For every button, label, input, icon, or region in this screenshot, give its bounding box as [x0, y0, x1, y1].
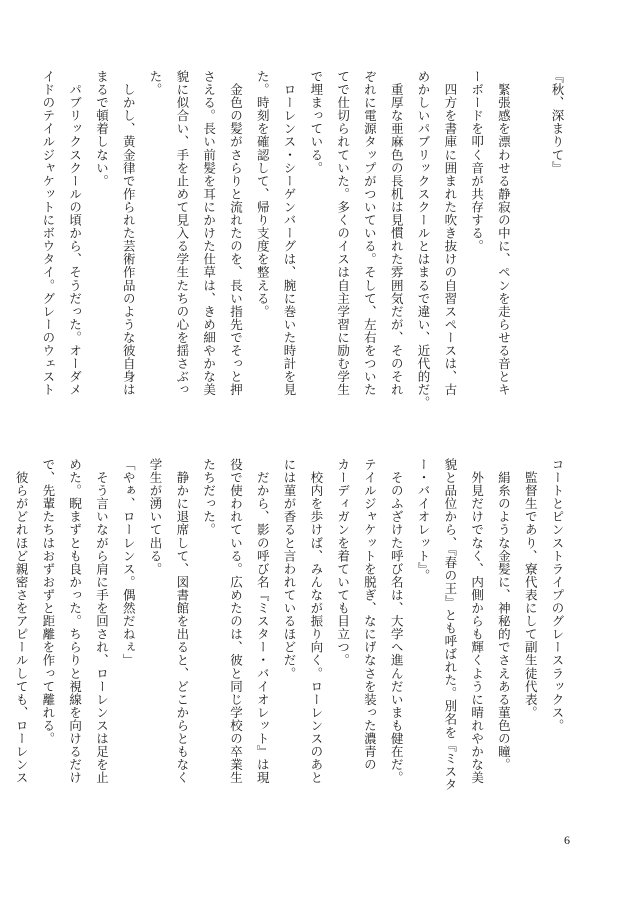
text-line: 絹糸のような金髪に、神秘的でさえある菫色の瞳。 [496, 458, 512, 772]
text-line: ーボードを叩く音が共存する。 [469, 70, 485, 253]
text-line: まるで頓着しない。 [94, 70, 110, 188]
text-line: 彼らがどれほど親密さをアピールしても、ローレンス [14, 458, 30, 785]
text-line: ローレンス・シーゲンバーグは、腕に巻いた時計を見 [282, 70, 298, 397]
text-line: 四方を書庫に囲まれた吹き抜けの自習スペースは、古 [442, 70, 458, 397]
text-line: コートとピンストライプのグレースラックス。 [550, 458, 565, 733]
text-line: パブリックスクールの頃から、そうだった。オーダメ [67, 70, 83, 397]
text-line: 貌と品位から、『春の王』とも呼ばれた。別名を『ミスタ [442, 458, 458, 792]
text-line: 金色の髪がさらりと流れたのを、長い指先でそっと押 [228, 70, 244, 397]
text-line: だから、影の呼び名『ミスター・バイオレット』は現 [255, 458, 271, 785]
text-line: たちだった。 [201, 458, 217, 537]
text-line: 役で使われている。広めたのは、彼と同じ学校の卒業生 [228, 458, 244, 785]
text-block-upper [40, 70, 570, 440]
text-line: で、先輩たちはおずおずと距離を作って離れる。 [40, 458, 56, 746]
text-line: テイルジャケットを脱ぎ、なにげなさを装った濃青の [362, 458, 378, 772]
text-line: 貌に似合い、手を止めて見入る学生たちの心を揺さぶっ [174, 70, 190, 397]
text-line: そう言いながら肩に手を回され、ローレンスは足を止 [94, 458, 110, 785]
text-line: イドのテイルジャケットにボウタイ。グレーのウェスト [40, 70, 56, 397]
text-line: で埋まっている。 [308, 70, 324, 175]
text-line: 『秋、深まりて』 [550, 70, 565, 175]
text-line: 学生が湧いて出る。 [148, 458, 164, 576]
text-line: た。時刻を確認して、帰り支度を整える。 [255, 70, 271, 318]
text-line: 「やぁ、ローレンス。偶然だねぇ」 [121, 458, 137, 667]
text-line: めた。睨まずとも良かった。ちらりと視線を向けるだけ [67, 458, 83, 785]
text-line: ー・バイオレット』。 [416, 458, 432, 583]
text-line: てで仕切られていた。多くのイスは自主学習に励む学生 [335, 70, 351, 397]
page-number: 6 [564, 833, 570, 847]
text-line: カーディガンを着ていても目立つ。 [335, 458, 351, 667]
text-line: 緊張感を漂わせる静寂の中に、ペンを走らせる音とキ [496, 70, 512, 397]
text-line: ぞれに電源タップがついている。そして、左右をついた [362, 70, 378, 397]
text-line: た。 [148, 70, 164, 97]
text-line [516, 70, 543, 440]
text-line: しかし、黄金律で作られた芸術作品のような彼自身は [121, 70, 137, 397]
text-line: 監督生であり、寮代表にして副生徒代表。 [523, 458, 539, 719]
text-line: には菫が香ると言われているほどだ。 [282, 458, 298, 680]
text-line: そのふざけた呼び名は、大学へ進んだいまも健在だ。 [389, 458, 405, 785]
text-line: さえる。長い前髪を耳にかけた仕草は、きめ細やかな美 [201, 70, 217, 397]
text-line: 外見だけでなく、内側からも輝くように晴れやかな美 [469, 458, 485, 785]
text-line: 重厚な亜麻色の長机は見慣れた雰囲気だが、そのそれ [389, 70, 405, 397]
text-block-lower [14, 458, 570, 828]
text-line: 静かに退席して、図書館を出ると、どこからともなく [174, 458, 190, 785]
text-line: 校内を歩けば、みんなが振り向く。ローレンスのあと [308, 458, 324, 785]
text-line: めかしいパブリックスクールとはまるで違い、近代的だ。 [416, 70, 432, 410]
